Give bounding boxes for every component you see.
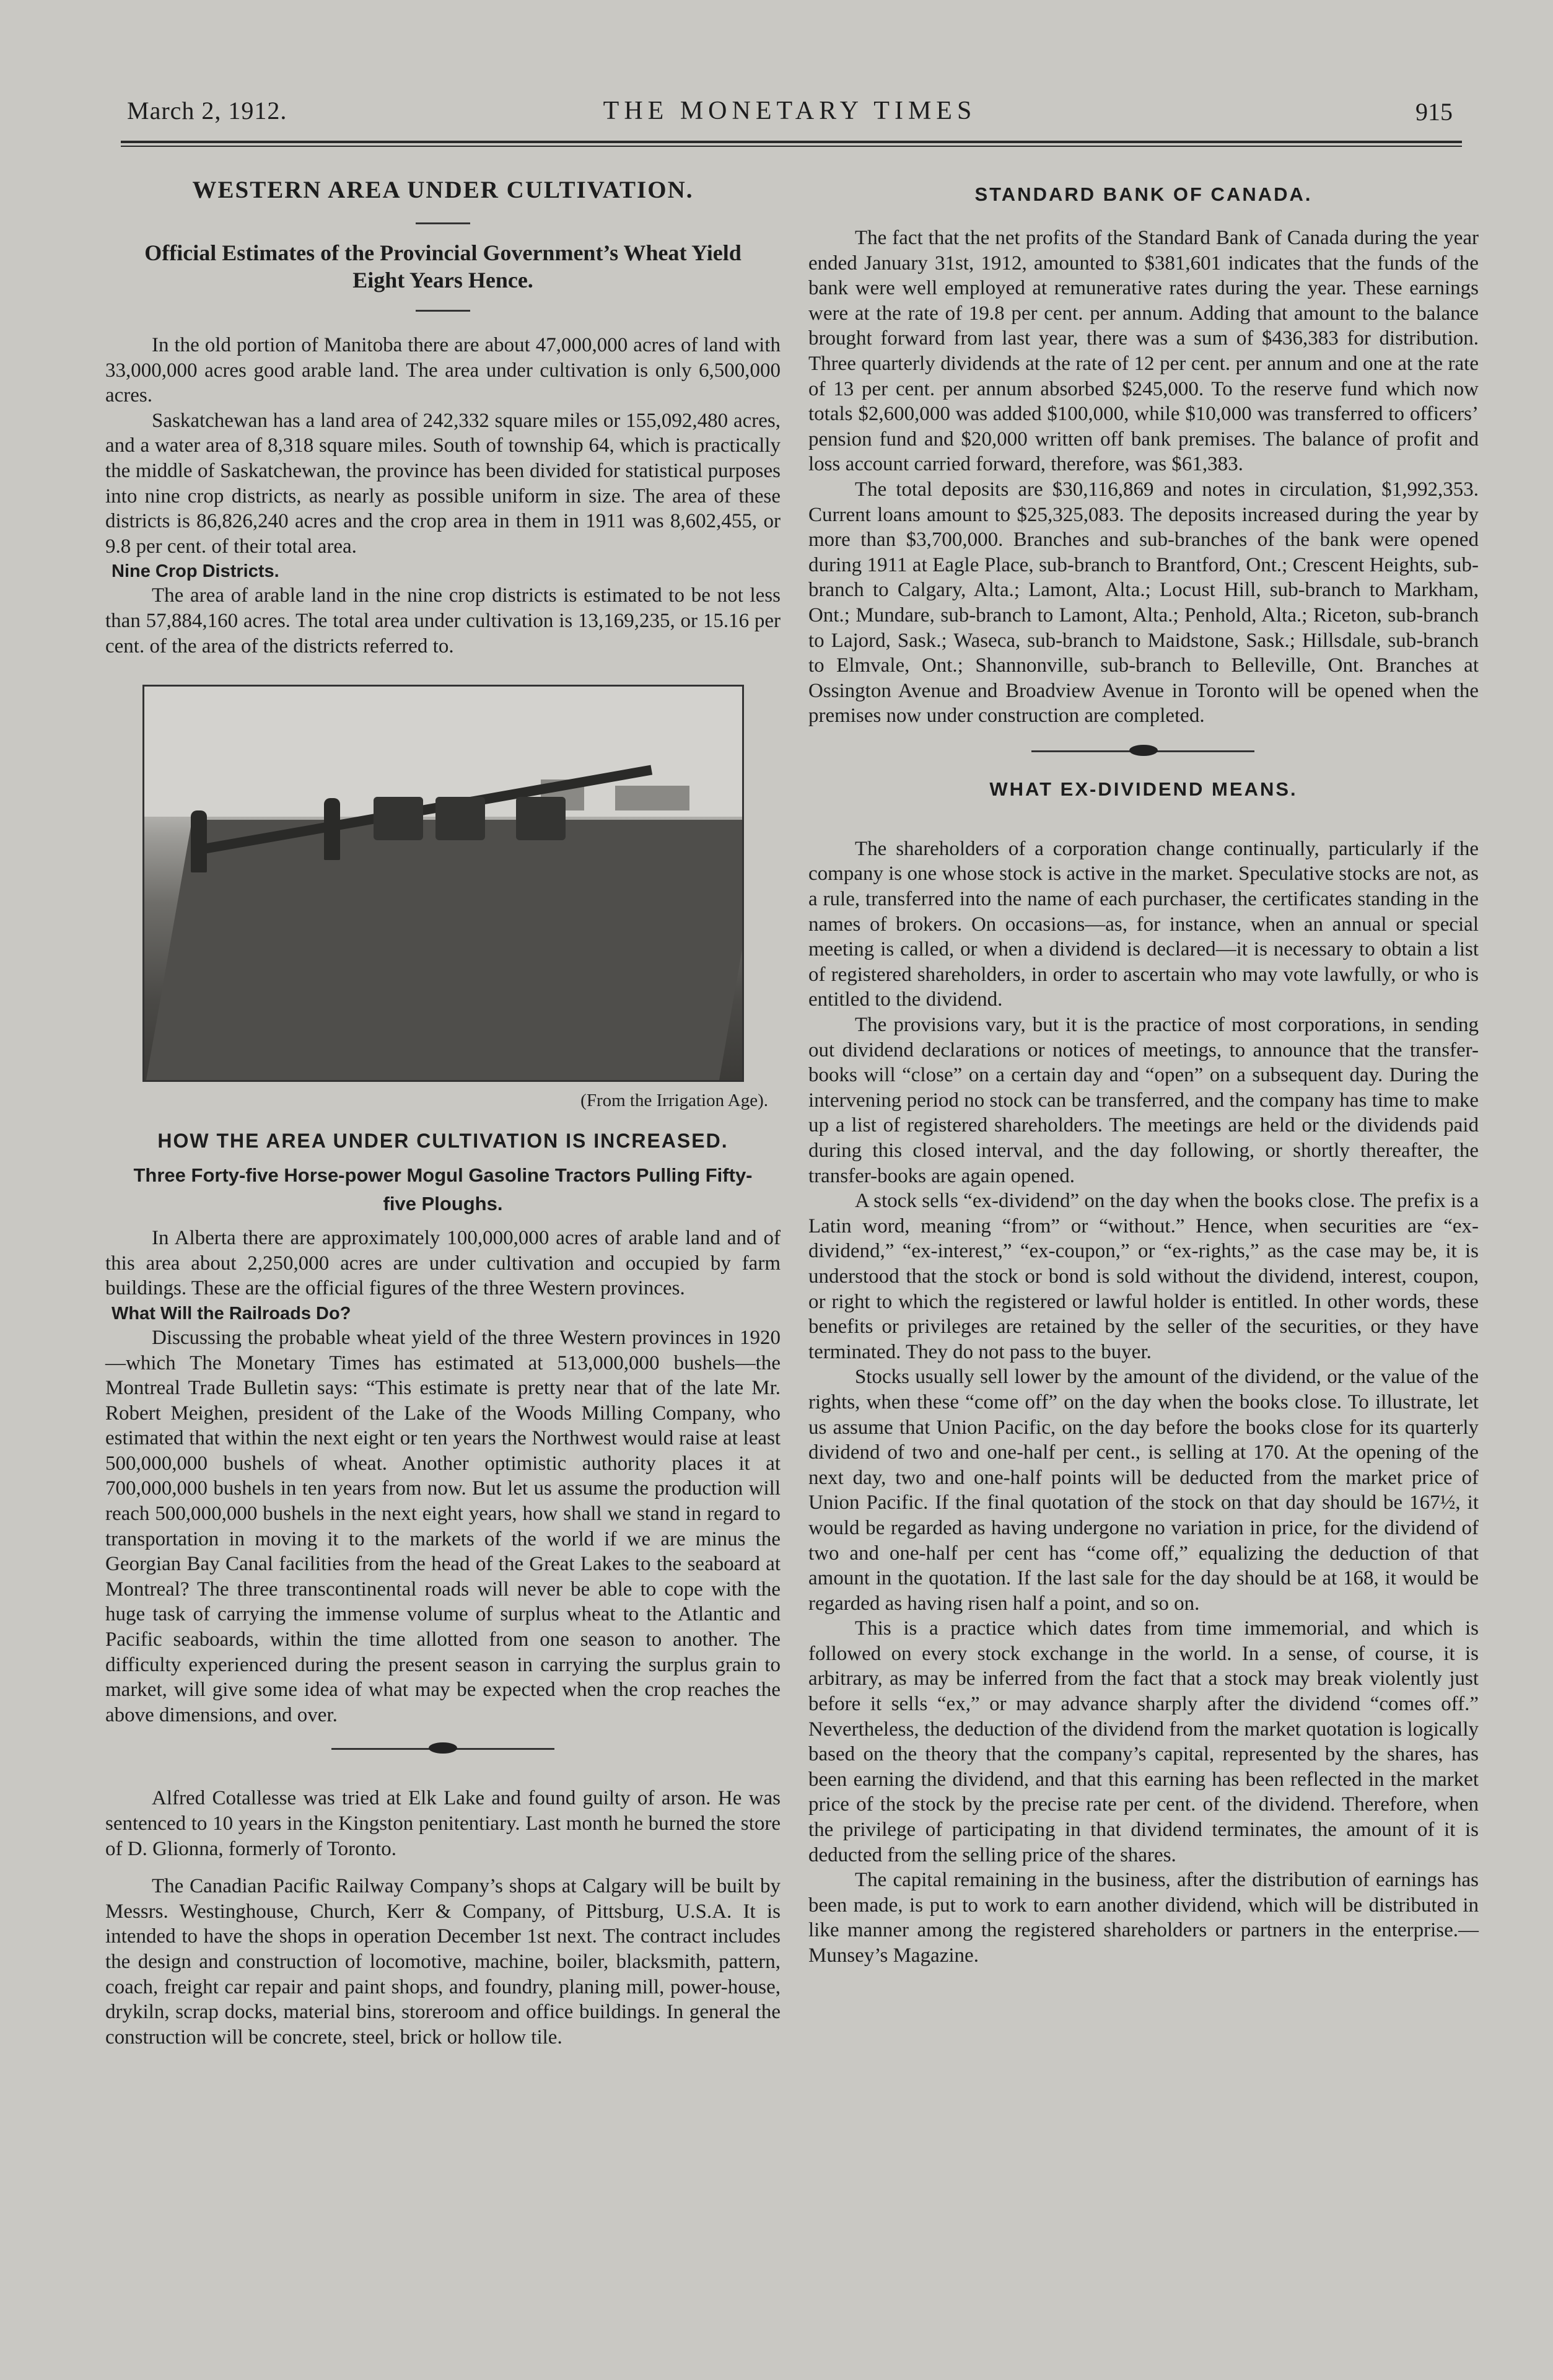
paragraph: Alfred Cotallesse was tried at Elk Lake and found guilty of arson. He was sentenced to 10 years in the Kingston penitentiary. Last month he burned the store of D. Glionna, formerly of Toronto. — [105, 1787, 781, 1860]
paragraph: The area of arable land in the nine crop districts is estimated to be not less than 57,884,160 acres. The total area under cultivation is 13,169,235, or 15.16 per cent. of the area of the districts referred to. — [105, 584, 781, 657]
paragraph: The capital remaining in the business, after the distribution of earnings has been made, is put to work to earn another dividend, which will be distributed in like manner among the registered shareholders or partners in the enterprise.—Munsey’s Magazine. — [808, 1869, 1479, 1967]
paragraph: The shareholders of a corporation change continually, particularly if the company is one whose stock is active in the market. Speculative stocks are not, as a rule, transferred into the name of each purchaser, the certificates standing in the names of brokers. On occasions—as, for instance, when an annual or special meeting is called, or when a dividend is declared—it is necessary to obtain a list of registered shareholders, in order to ascertain who may vote lawfully, or who is entitled to the dividend. — [808, 837, 1479, 1011]
section-heading: Nine Crop Districts. — [112, 561, 279, 582]
paragraph: Discussing the probable wheat yield of the three Western provinces in 1920—which The Monetary Times has estimated at 513,000,000 bushels—the Montreal Trade Bulletin says: “This estimate is pretty near that of the late Mr. Robert Meighen, president of the Lake of the Woods Milling Company, who estimated that within the next eight or ten years the Northwest would raise at least 500,000,000 bushels of wheat. Another optimistic authority places it at 700,000,000 bushels in ten years from now. But let us assume the production will reach 500,000,000 bushels in the next eight years, how shall we stand in regard to transportation in moving it to the markets of the world if we are minus the Georgian Bay Canal facilities from the head of the Great Lakes to the seaboard at Montreal? The three transcontinental roads will never be able to cope with the huge task of carrying the immense volume of surplus wheat to the Atlantic and Pacific seaboards, within the time allotted from one season to another. The difficulty experienced during the present season in carrying the surplus grain to market, will give some idea of what may be expected when the crop reaches the above dimensions, and over. — [105, 1326, 781, 1726]
paragraph: Stocks usually sell lower by the amount of the dividend, or the value of the rights, when these “come off” on the day when the books close. To illustrate, let us assume that Union Pacific, on the day before the books close for its quarterly dividend of two and one-half per cent., is selling at 170. At the opening of the next day, two and one-half points will be deducted from the market price of Union Pacific. If the final quotation of the stock on that day should be 167½, it would be regarded as having undergone no variation in price, for the dividend of two and one-half per cent has “come off,” equalizing the deduction of that amount in the quotation. If the last sale for the day should be at 168, it would be regarded as having risen half a point, and so on. — [808, 1366, 1479, 1615]
article-title: STANDARD BANK OF CANADA. — [974, 183, 1313, 205]
article-subtitle: Official Estimates of the Provincial Government’s Wheat Yield Eight Years Hence. — [144, 240, 742, 292]
photo-caption: (From the Irrigation Age). — [580, 1091, 768, 1111]
photo-tractor — [374, 797, 423, 840]
header-rule — [121, 141, 1462, 143]
divider — [416, 222, 470, 224]
paragraph: A stock sells “ex-dividend” on the day when the books close. The prefix is a Latin word, meaning “from” or “without.” Hence, when securities are “ex-dividend,” “ex-interest,” “ex-coupon,” or “ex-rights,” as the case may be, it is understood that the stock or bond is sold without the dividend, interest, coupon, or right to which the registered or lawful holder is entitled. In other words, these benefits or privileges are retained by the seller of the securities, or they have terminated. They do not pass to the buyer. — [808, 1190, 1479, 1363]
ornament-divider — [808, 745, 1479, 757]
divider — [416, 310, 470, 312]
page-number: 915 — [1415, 98, 1453, 126]
photo-man — [191, 810, 207, 872]
article-title: WHAT EX-DIVIDEND MEANS. — [989, 778, 1298, 800]
article-subtitle: Three Forty-five Horse-power Mogul Gasoline Tractors Pulling Fifty-five Ploughs. — [133, 1164, 753, 1215]
issue-date: March 2, 1912. — [127, 97, 287, 125]
paragraph: In Alberta there are approximately 100,000,000 acres of arable land and of this area about 2,250,000 acres are under cultivation and occupied by farm buildings. These are the official figures of the three Western provinces. — [105, 1227, 781, 1300]
paragraph: Saskatchewan has a land area of 242,332 square miles or 155,092,480 acres, and a water area of 8,318 square miles. South of township 64, which is practically the middle of Saskatchewan, the province has been divided for statistical purposes into nine crop districts, as nearly as possible uniform in size. The area of these districts is 86,826,240 acres and the crop area in them in 1911 was 8,602,455, or 9.8 per cent. of their total area. — [105, 409, 781, 558]
paragraph: The provisions vary, but it is the practice of most corporations, in sending out dividend declarations or notices of meetings, to announce that the transfer-books will “close” on a certain day and “open” on a subsequent day. During the intervening period no stock can be transferred, and the company has time to make up a list of registered shareholders. The meetings are held or the dividends paid during this closed interval, and the day following, or shortly thereafter, the transfer-books are again opened. — [808, 1014, 1479, 1187]
section-heading: What Will the Railroads Do? — [112, 1303, 351, 1324]
photo-barn — [615, 786, 689, 810]
left-column — [105, 167, 781, 2050]
paragraph: The fact that the net profits of the Standard Bank of Canada during the year ended January 31st, 1912, amounted to $381,601 indicates that the funds of the bank were well employed at remunerative rates during the year. These earnings were at the rate of 19.8 per cent. per annum. Adding that amount to the balance brought forward from last year, there was a sum of $436,383 for distribution. Three quarterly dividends at the rate of 12 per cent. per annum and one at the rate of 13 per cent. per annum absorbed $245,000. To the reserve fund which now totals $2,600,000 was added $100,000, while $10,000 was transferred to officers’ pension fund and $20,000 written off bank premises. The balance of profit and loss account carried forward, therefore, was $61,383. — [808, 227, 1479, 476]
photo-man — [324, 798, 340, 860]
paragraph: The Canadian Pacific Railway Company’s shops at Calgary will be built by Messrs. Westinghouse, Church, Kerr & Company, of Pittsburg, U.S.A. It is intended to have the shops in operation December 1st next. The contract includes the design and construction of locomotive, machine, boiler, blacksmith, pattern, coach, freight car repair and paint shops, and foundry, planing mill, power-house, drykiln, scrap docks, material bins, storeroom and office buildings. In general the construction will be concrete, steel, brick or hollow tile. — [105, 1875, 781, 2048]
right-column — [808, 167, 1479, 1969]
article-title: HOW THE AREA UNDER CULTIVATION IS INCREASED. — [157, 1130, 728, 1153]
photo-field — [146, 820, 744, 1080]
paragraph: This is a practice which dates from time immemorial, and which is followed on every stock exchange in the world. In a sense, of course, it is arbitrary, as may be inferred from the fact that a stock may break violently just before it sells “ex,” or may advance sharply after the dividend “comes off.” Nevertheless, the deduction of the dividend from the market quotation is logically based on the theory that the company’s capital, represented by the shares, has been earning the dividend, and that this earning has been reflected in the market price of the stock by the precise rate per cent. of the dividend. Therefore, when the privilege of participating in that dividend terminates, the amount of it is deducted from the selling price of the shares. — [808, 1617, 1479, 1866]
publication-title: THE MONETARY TIMES — [603, 97, 977, 125]
article-title: WESTERN AREA UNDER CULTIVATION. — [192, 177, 694, 203]
paragraph: The total deposits are $30,116,869 and notes in circulation, $1,992,353. Current loans amount to $25,325,083. The deposits increased during the year by more than $3,700,000. Branches and sub-branches of the bank were opened during 1911 at Eagle Place, sub-branch to Brantford, Ont.; Crescent Heights, sub-branch to Calgary, Alta.; Lamont, Alta.; Locust Hill, sub-branch to Markham, Ont.; Mundare, sub-branch to Lamont, Alta.; Penhold, Alta.; Riceton, sub-branch to Lajord, Sask.; Waseca, sub-branch to Maidstone, Sask.; Hillsdale, sub-branch to Elmvale, Ont.; Shannonville, sub-branch to Belleville, Ont. Branches at Ossington Avenue and Broadview Avenue in Toronto will be opened when the premises now under construction are completed. — [808, 478, 1479, 727]
photo-tractor — [435, 797, 485, 840]
header-rule-thin — [121, 146, 1462, 147]
tractor-photo — [142, 685, 744, 1082]
paragraph: In the old portion of Manitoba there are about 47,000,000 acres of land with 33,000,000 acres good arable land. The area under cultivation is only 6,500,000 acres. — [105, 334, 781, 407]
page-header — [127, 96, 1453, 133]
photo-tractor — [516, 797, 566, 840]
ornament-divider — [105, 1742, 781, 1755]
